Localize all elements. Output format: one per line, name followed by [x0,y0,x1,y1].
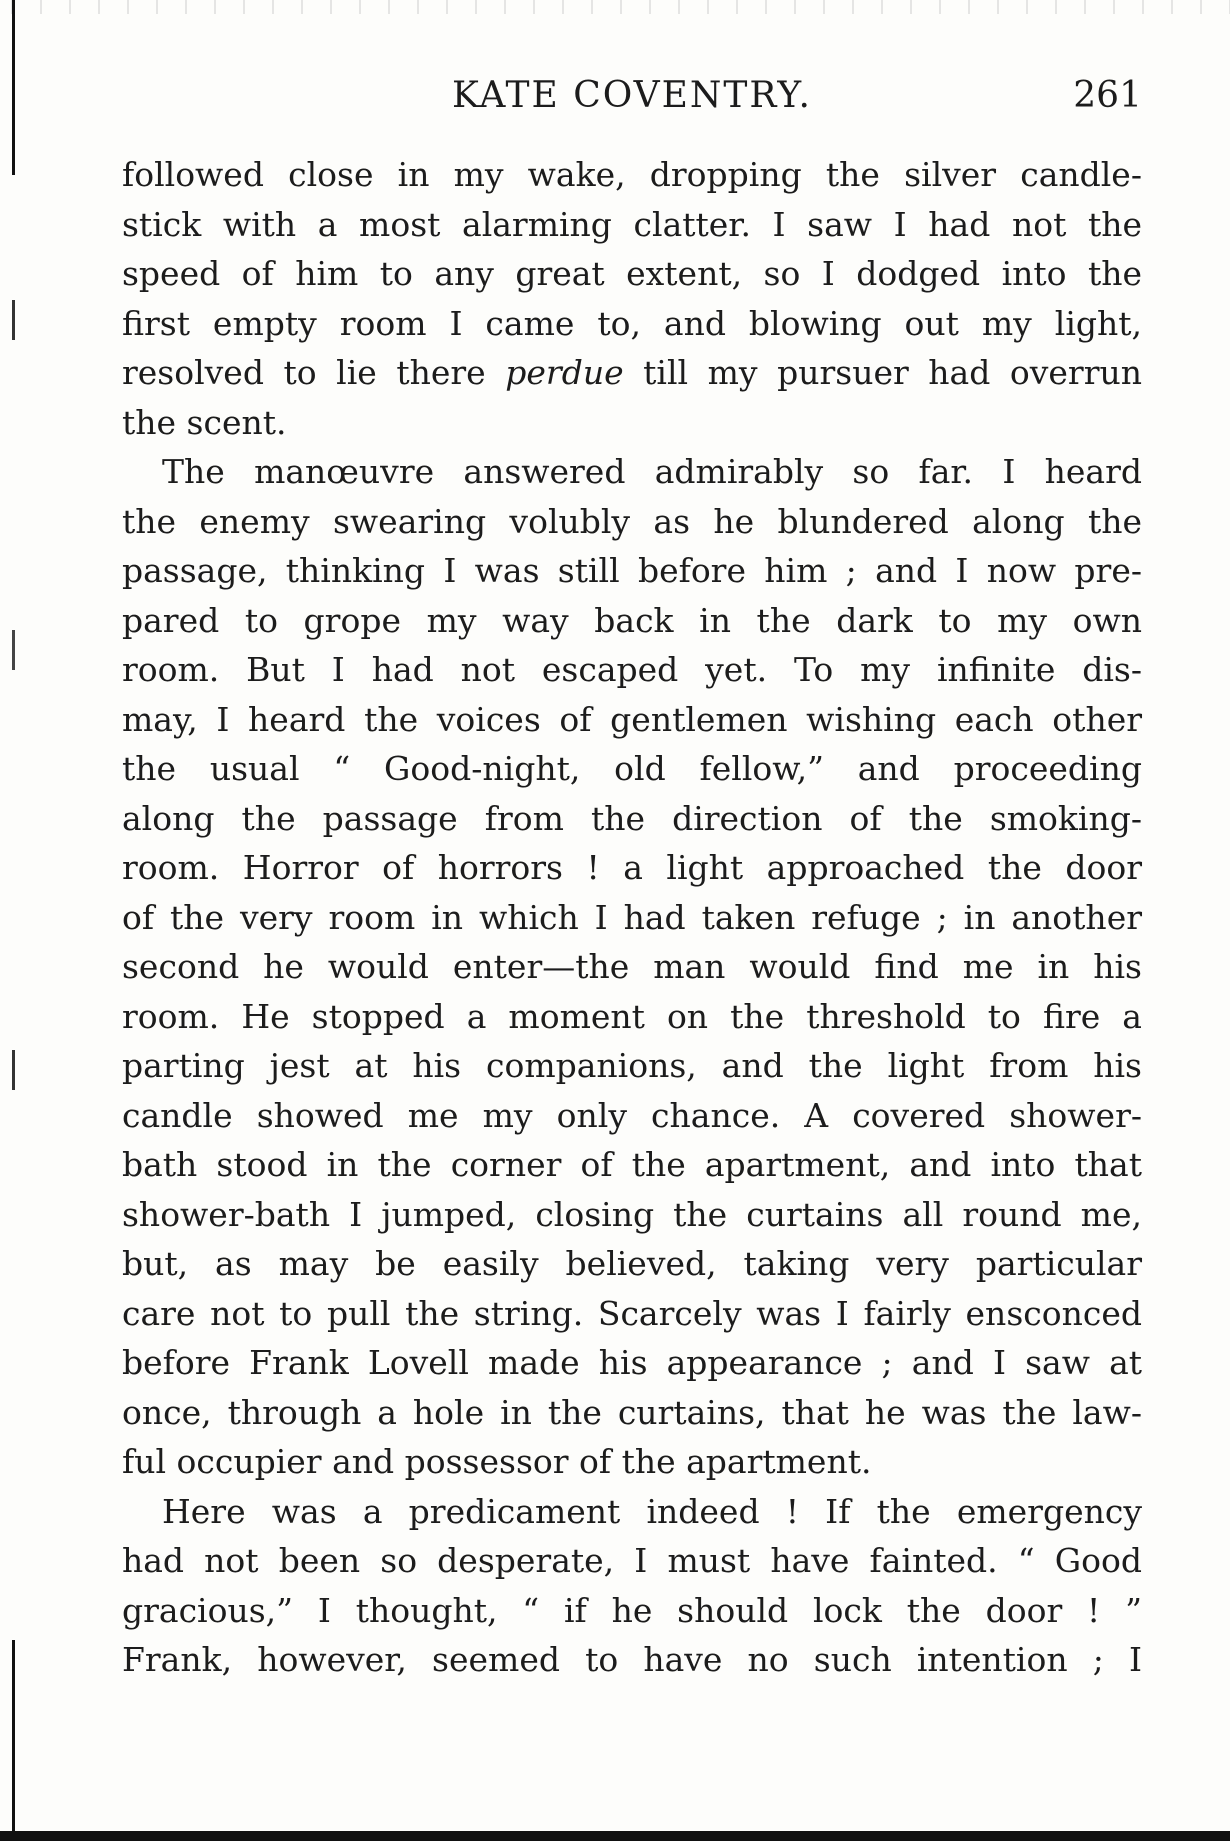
paragraph [122,150,1142,447]
paragraph [122,1487,1142,1685]
text-line: parting jest at his companions, and the light from his [122,1046,1142,1085]
italic-word: perdue [505,353,624,392]
scan-binding-shadow [12,0,15,1841]
text-line: but, as may be easily believed, taking very particular [122,1244,1142,1283]
text-line: passage, thinking I was still before him ; and I now pre- [122,551,1142,590]
running-title: KATE COVENTRY. [452,75,812,116]
scan-bottom-edge [0,1831,1230,1841]
body-text [122,150,1142,1685]
text-line: shower-bath I jumped, closing the curtains all round me, [122,1194,1142,1234]
text-line: once, through a hole in the curtains, that he was the law- [122,1392,1142,1432]
text-line: room. Horror of horrors ! a light approached the door [122,848,1142,887]
text-line: ful occupier and possessor of the apartment. [122,1442,872,1481]
text-line: the enemy swearing volubly as he blundered along the [122,501,1142,541]
text-line: resolved to lie there perdue till my pursuer had overrun [122,353,1142,392]
page-number: 261 [1073,75,1142,116]
text-line: first empty room I came to, and blowing out my light, [122,303,1142,343]
text-line: had not been so desperate, I must have fainted. “ Good [122,1541,1142,1580]
text-line: room. But I had not escaped yet. To my infinite dis- [122,650,1142,689]
text-line: pared to grope my way back in the dark to my own [122,600,1142,640]
text-line: may, I heard the voices of gentlemen wishing each other [122,699,1142,739]
text-line: stick with a most alarming clatter. I saw I had not the [122,204,1142,244]
running-head [122,75,1142,125]
text-line: The manœuvre answered admirably so far. I heard [162,452,1142,491]
text-line: followed close in my wake, dropping the silver candle- [122,155,1142,194]
text-line: second he would enter—the man would find me in his [122,947,1142,986]
text-line: care not to pull the string. Scarcely was I fairly ensconced [122,1293,1142,1333]
text-line: the usual “ Good-night, old fellow,” and proceeding [122,749,1142,788]
text-line: speed of him to any great extent, so I dodged into the [122,254,1142,293]
text-line: along the passage from the direction of the smoking- [122,798,1142,838]
paragraph [122,447,1142,1487]
text-line: gracious,” I thought, “ if he should lock the door ! ” [122,1590,1142,1630]
text-line: Here was a predicament indeed ! If the emergency [162,1491,1142,1531]
text-line: candle showed me my only chance. A covered shower- [122,1095,1142,1135]
text-line: before Frank Lovell made his appearance ; and I saw at [122,1343,1142,1382]
text-line: of the very room in which I had taken refuge ; in another [122,897,1142,937]
text-line: the scent. [122,402,287,442]
text-line: Frank, however, seemed to have no such intention ; I [122,1640,1142,1679]
scan-edge-speckle [0,0,1230,14]
text-line: room. He stopped a moment on the threshold to fire a [122,996,1142,1036]
text-line: bath stood in the corner of the apartment, and into that [122,1145,1142,1184]
